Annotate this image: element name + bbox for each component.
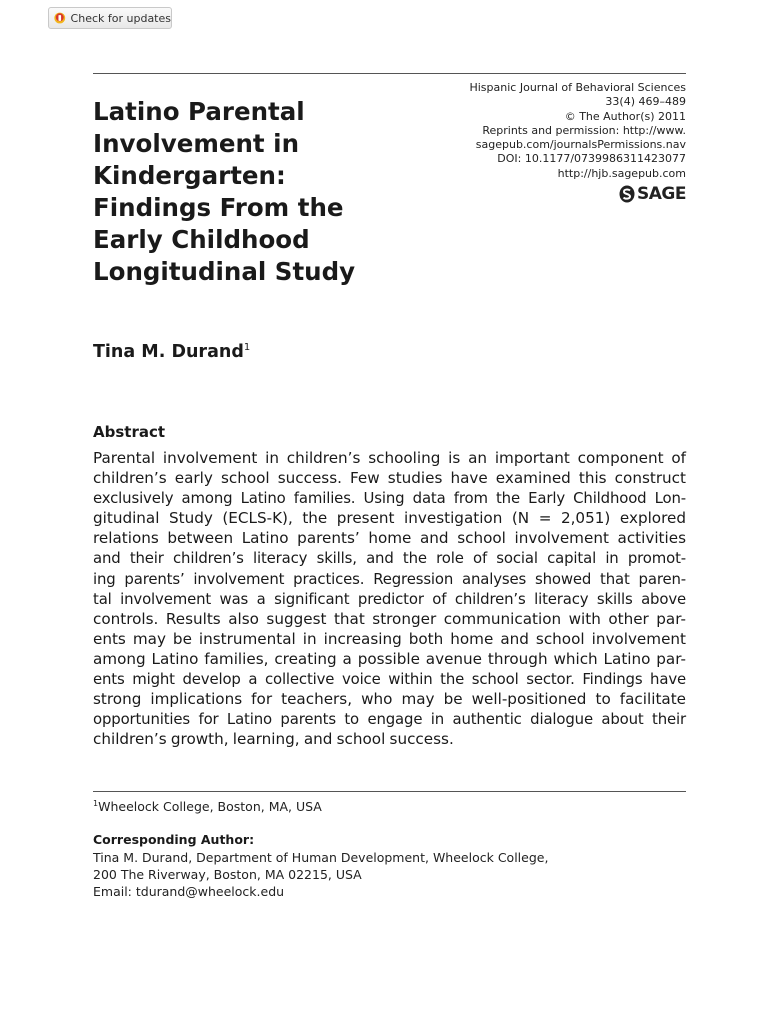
update-check-icon [54, 10, 66, 26]
corresponding-author-heading: Corresponding Author: [93, 832, 255, 847]
publisher-logo [619, 184, 686, 204]
corresponding-email: Email: tdurand@wheelock.edu [93, 884, 285, 899]
abstract-line: opportunities for Latino parents to engage in authentic dialogue about their [93, 710, 686, 729]
abstract-line: exclusively among Latino families. Using data from the Early Childhood Lon- [93, 489, 686, 508]
author-name: Tina M. Durand [93, 342, 244, 362]
footnote-mark: 1 [93, 799, 99, 808]
corresponding-line-1: Tina M. Durand, Department of Human Development, Wheelock College, [93, 850, 549, 865]
journal-reprints-line-2: sagepub.com/journalsPermissions.nav [475, 138, 686, 152]
header-rule [93, 73, 686, 74]
abstract-line: ents might develop a collective voice within the school sector. Findings have [93, 670, 686, 689]
journal-info [386, 81, 686, 181]
journal-name: Hispanic Journal of Behavioral Sciences [469, 81, 686, 94]
abstract-line: Parental involvement in children’s schooling is an important component of [93, 449, 686, 467]
corresponding-author-details [93, 849, 548, 900]
abstract-line: controls. Results also suggest that stronger communication with other par- [93, 609, 686, 628]
corresponding-line-2: 200 The Riverway, Boston, MA 02215, USA [93, 867, 362, 882]
journal-reprints-line-1: Reprints and permission: http://www. [482, 123, 686, 137]
author-line [93, 342, 250, 362]
abstract-line: relations between Latino parents’ home and school involvement activities [93, 529, 686, 548]
affiliation-text: Wheelock College, Boston, MA, USA [98, 799, 322, 815]
check-for-updates-label: Check for updates [70, 11, 171, 25]
journal-doi: DOI: 10.1177/0739986311423077 [497, 152, 686, 166]
sage-logo-icon [619, 185, 635, 203]
check-for-updates-badge[interactable] [48, 7, 172, 29]
abstract-line: strong implications for teachers, who may be well-positioned to facilitate [93, 690, 686, 709]
footnote-rule [93, 791, 686, 792]
abstract-line: children’s growth, learning, and school success. [93, 730, 454, 749]
journal-url: http://hjb.sagepub.com [557, 166, 686, 180]
abstract-heading: Abstract [93, 423, 166, 441]
abstract-line: and their children’s literacy skills, and the role of social capital in promot- [93, 549, 686, 568]
abstract-line: tal involvement was a significant predictor of children’s literacy skills above [93, 589, 686, 608]
abstract-line: ing parents’ involvement practices. Regression analyses showed that paren- [93, 569, 686, 588]
article-title: Latino Parental Involvement in Kindergarten: Findings From the Early Childhood Longitudinal Study [93, 97, 356, 286]
abstract-line: among Latino families, creating a possible avenue through which Latino par- [93, 649, 686, 668]
affiliation-footnote [93, 799, 322, 814]
author-affiliation-mark: 1 [243, 342, 251, 354]
journal-volume: 33(4) 469–489 [605, 95, 686, 109]
abstract-body [93, 448, 686, 749]
journal-copyright: © The Author(s) 2011 [564, 109, 686, 123]
abstract-line: ents may be instrumental in increasing both home and school involvement [93, 629, 686, 648]
abstract-line: children’s early school success. Few studies have examined this construct [93, 469, 686, 488]
abstract-line: gitudinal Study (ECLS-K), the present investigation (N = 2,051) explored [93, 509, 686, 528]
publisher-name: SAGE [637, 184, 686, 204]
